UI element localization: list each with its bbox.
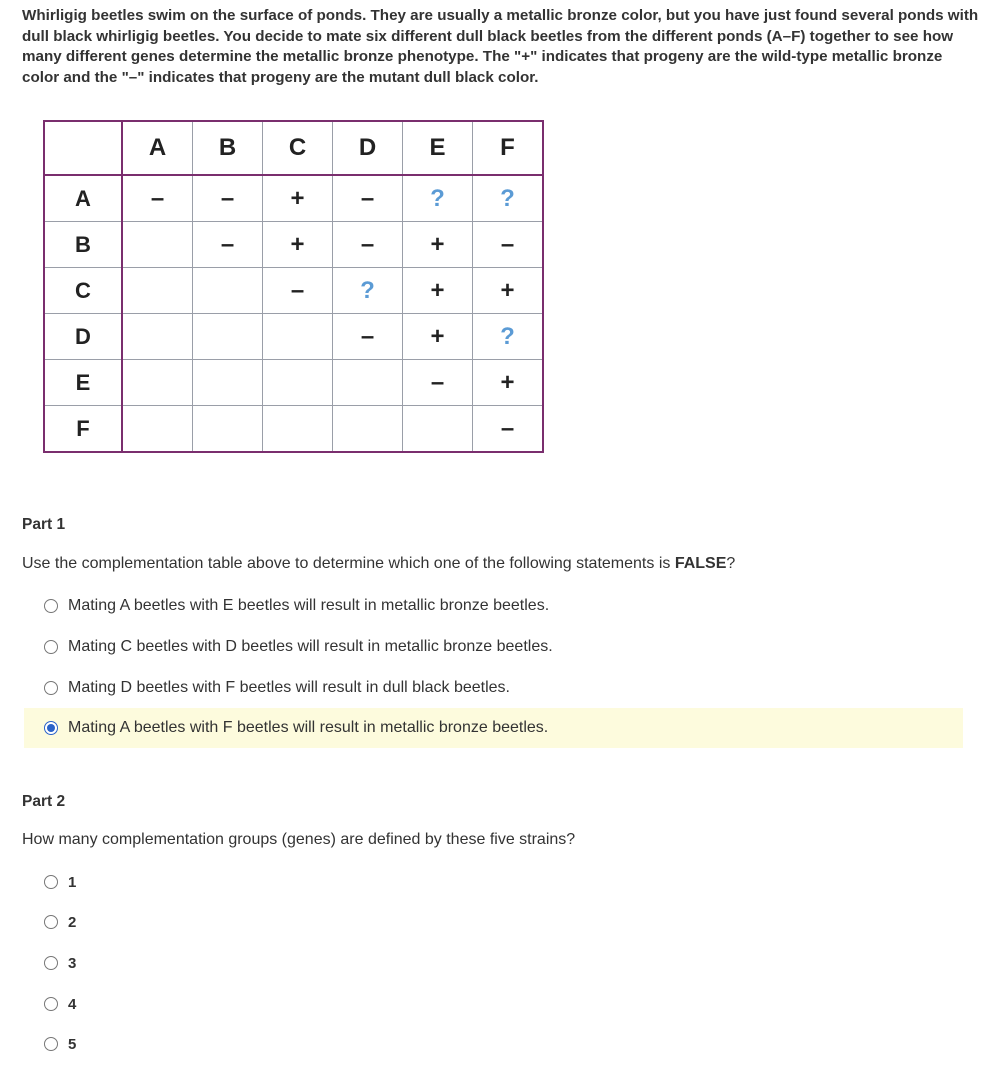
table-cell: – [193, 175, 263, 222]
column-header-c: C [263, 121, 333, 175]
column-header-e: E [403, 121, 473, 175]
table-cell: + [403, 222, 473, 268]
table-cell [403, 406, 473, 453]
part2-option-3[interactable] [24, 943, 224, 983]
table-cell: – [473, 406, 544, 453]
part2-option-4[interactable] [24, 984, 224, 1024]
table-cell [193, 314, 263, 360]
table-header-row [44, 121, 543, 175]
option-label: Mating D beetles with F beetles will result in dull black beetles. [68, 679, 510, 696]
row-header-c: C [44, 268, 122, 314]
part1-option-1[interactable] [24, 586, 963, 626]
row-header-d: D [44, 314, 122, 360]
table-row [44, 314, 543, 360]
column-header-b: B [193, 121, 263, 175]
option-label: Mating C beetles with D beetles will result in metallic bronze beetles. [68, 638, 553, 655]
part1-question-end: ? [726, 555, 736, 572]
row-header-f: F [44, 406, 122, 453]
radio-button[interactable] [44, 956, 58, 970]
option-label: Mating A beetles with F beetles will result in metallic bronze beetles. [68, 719, 549, 736]
part1-option-3[interactable] [24, 668, 963, 708]
table-cell: ? [403, 175, 473, 222]
row-header-a: A [44, 175, 122, 222]
table-cell [263, 360, 333, 406]
table-cell: + [263, 175, 333, 222]
table-cell [333, 360, 403, 406]
table-cell: – [473, 222, 544, 268]
table-cell [122, 268, 193, 314]
option-label: 2 [68, 913, 77, 931]
option-label: 1 [68, 873, 77, 891]
radio-button[interactable] [44, 681, 58, 695]
option-label: 5 [68, 1035, 77, 1053]
table-cell [122, 360, 193, 406]
radio-button[interactable] [44, 721, 58, 735]
table-cell: + [403, 314, 473, 360]
table-cell [122, 222, 193, 268]
part1-question-emphasis: FALSE [674, 555, 727, 572]
table-cell [263, 406, 333, 453]
radio-button[interactable] [44, 997, 58, 1011]
part2-title: Part 2 [22, 793, 66, 810]
table-cell: + [473, 268, 544, 314]
part2-question: How many complementation groups (genes) are defined by these five strains? [22, 831, 576, 848]
radio-button[interactable] [44, 640, 58, 654]
column-header-a: A [122, 121, 193, 175]
table-cell: – [333, 314, 403, 360]
part1-title: Part 1 [22, 516, 66, 533]
table-row [44, 222, 543, 268]
table-cell: + [403, 268, 473, 314]
row-header-e: E [44, 360, 122, 406]
table-cell: ? [473, 175, 544, 222]
table-corner-cell [44, 121, 122, 175]
part1-question [22, 555, 735, 573]
table-cell [333, 406, 403, 453]
table-cell: – [193, 222, 263, 268]
table-row [44, 175, 543, 222]
part1-question-text: Use the complementation table above to determine which one of the following statements is [22, 555, 675, 572]
radio-button[interactable] [44, 875, 58, 889]
table-row [44, 360, 543, 406]
table-cell [193, 268, 263, 314]
column-header-d: D [333, 121, 403, 175]
table-cell: – [403, 360, 473, 406]
problem-intro: Whirligig beetles swim on the surface of ponds. They are usually a metallic bronze color, but you have just found several ponds with dull black whirligig beetles. You decide to mate six different dull black beetles from the different ponds (A–F) together to see how many different genes determine the metallic bronze phenotype. The "+" indicates that progeny are the wild-type metallic bronze color and the "–" indicates that progeny are the mutant dull black color. [22, 7, 979, 86]
option-label: 3 [68, 954, 77, 972]
part2-option-2[interactable] [24, 902, 224, 942]
table-cell [263, 314, 333, 360]
part2-option-1[interactable] [24, 862, 224, 902]
table-cell: + [473, 360, 544, 406]
table-cell: ? [333, 268, 403, 314]
radio-button[interactable] [44, 599, 58, 613]
part1-option-2[interactable] [24, 627, 963, 667]
option-label: 4 [68, 995, 77, 1013]
table-cell [193, 406, 263, 453]
option-label: Mating A beetles with E beetles will result in metallic bronze beetles. [68, 597, 550, 614]
table-cell: – [122, 175, 193, 222]
table-row [44, 406, 543, 453]
table-cell [193, 360, 263, 406]
table-row [44, 268, 543, 314]
table-cell [122, 406, 193, 453]
radio-button[interactable] [44, 1037, 58, 1051]
column-header-f: F [473, 121, 544, 175]
table-cell: ? [473, 314, 544, 360]
complementation-table [43, 120, 544, 453]
row-header-b: B [44, 222, 122, 268]
part1-option-4[interactable] [24, 708, 963, 748]
table-cell: + [263, 222, 333, 268]
table-cell: – [333, 175, 403, 222]
table-cell [122, 314, 193, 360]
table-cell: – [333, 222, 403, 268]
table-cell: – [263, 268, 333, 314]
part2-option-5[interactable] [24, 1024, 224, 1064]
radio-button[interactable] [44, 915, 58, 929]
